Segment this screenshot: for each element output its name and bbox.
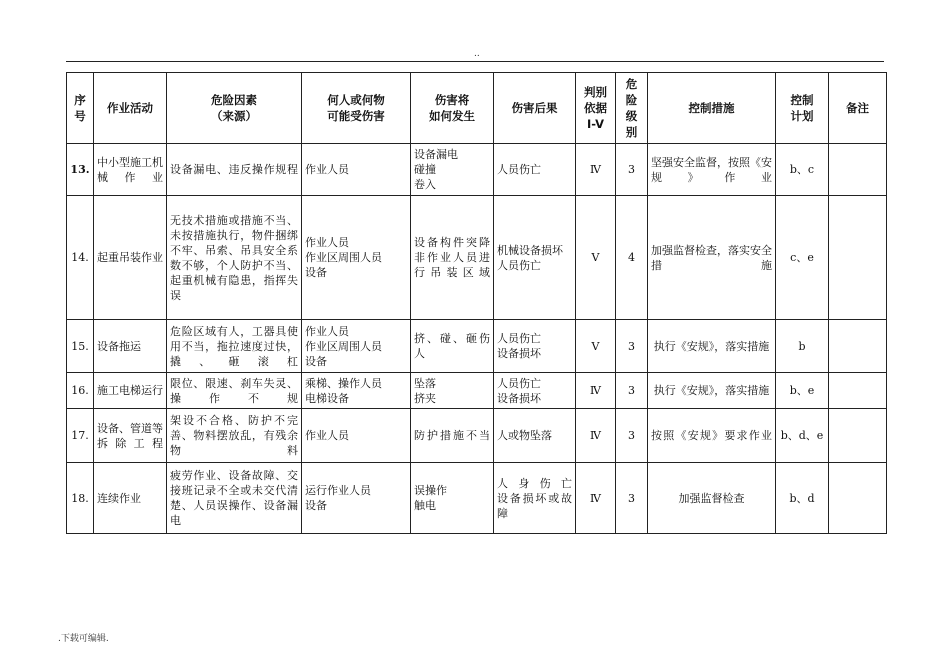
table-row [67,144,887,196]
hazard-cell: 无技术措施或措施不当、未按措施执行，物件捆绑不牢、吊索、吊具安全系数不够，个人防护不当、起重机械有隐患，指挥失误 [167,196,302,320]
col-header-basis: 判别 依据 I-V [576,73,616,144]
consequence-cell: 人员伤亡 设备损坏 [494,373,576,409]
row-number: 14. [67,196,94,320]
how-cell: 挤、碰、砸伤人 [411,320,494,373]
col-header-level: 危 险 级 别 [616,73,648,144]
row-number: 13. [67,144,94,196]
remark-cell [829,144,887,196]
col-header-hazard: 危险因素 （来源） [167,73,302,144]
plan-cell: b、c [776,144,829,196]
level-cell: 3 [616,373,648,409]
table-row [67,373,887,409]
consequence-cell: 人或物坠落 [494,409,576,463]
row-number: 18. [67,463,94,534]
row-number: 15. [67,320,94,373]
footer-note: .下载可编辑. [58,634,109,644]
activity-cell: 连续作业 [94,463,167,534]
basis-cell: Ⅴ [576,196,616,320]
plan-cell: b、e [776,373,829,409]
header-mark: .. [474,49,480,59]
how-cell: 设备构件突降 非作业人员进行吊装区域 [411,196,494,320]
control-cell: 按照《安规》要求作业 [648,409,776,463]
consequence-cell: 人员伤亡 设备损坏 [494,320,576,373]
activity-cell: 中小型施工机械作业 [94,144,167,196]
table-row [67,463,887,534]
basis-cell: Ⅳ [576,373,616,409]
victim-cell: 作业人员 作业区周围人员 设备 [302,196,411,320]
basis-cell: Ⅴ [576,320,616,373]
col-header-how: 伤害将 如何发生 [411,73,494,144]
control-cell: 执行《安规》，落实措施 [648,320,776,373]
col-header-remark: 备注 [829,73,887,144]
row-number: 16. [67,373,94,409]
table-row [67,320,887,373]
plan-cell: b、d [776,463,829,534]
remark-cell [829,373,887,409]
control-cell: 加强监督检查 [648,463,776,534]
victim-cell: 作业人员 作业区周围人员 设备 [302,320,411,373]
row-number: 17. [67,409,94,463]
col-header-victim: 何人或何物 可能受伤害 [302,73,411,144]
col-header-plan: 控制 计划 [776,73,829,144]
remark-cell [829,409,887,463]
control-cell: 执行《安规》，落实措施 [648,373,776,409]
level-cell: 4 [616,196,648,320]
level-cell: 3 [616,409,648,463]
victim-cell: 作业人员 [302,409,411,463]
victim-cell: 运行作业人员 设备 [302,463,411,534]
hazard-cell: 危险区域有人，工器具使用不当，拖拉速度过快，撬、砸滚杠 [167,320,302,373]
hazard-table [66,72,887,534]
control-cell: 坚强安全监督，按照《安规》作业 [648,144,776,196]
remark-cell [829,463,887,534]
remark-cell [829,320,887,373]
activity-cell: 起重吊装作业 [94,196,167,320]
table-row [67,409,887,463]
activity-cell: 施工电梯运行 [94,373,167,409]
remark-cell [829,196,887,320]
consequence-cell: 人身伤亡 设备损坏或故障 [494,463,576,534]
col-header-no: 序号 [67,73,94,144]
how-cell: 防护措施不当 [411,409,494,463]
consequence-cell: 机械设备损坏 人员伤亡 [494,196,576,320]
how-cell: 设备漏电 碰撞 卷入 [411,144,494,196]
hazard-cell: 限位、限速、刹车失灵、操作不规 [167,373,302,409]
control-cell: 加强监督检查，落实安全措施 [648,196,776,320]
level-cell: 3 [616,463,648,534]
victim-cell: 乘梯、操作人员 电梯设备 [302,373,411,409]
plan-cell: c、e [776,196,829,320]
basis-cell: Ⅳ [576,144,616,196]
hazard-cell: 疲劳作业、设备故障、交接班记录不全或未交代清楚、人员误操作、设备漏电 [167,463,302,534]
col-header-activity: 作业活动 [94,73,167,144]
plan-cell: b [776,320,829,373]
victim-cell: 作业人员 [302,144,411,196]
hazard-cell: 架设不合格、防护不完善、物料摆放乱，有残余物料 [167,409,302,463]
how-cell: 误操作 触电 [411,463,494,534]
plan-cell: b、d、e [776,409,829,463]
table-header-row [67,73,887,144]
table-row [67,196,887,320]
col-header-consequence: 伤害后果 [494,73,576,144]
activity-cell: 设备、管道等拆除工程 [94,409,167,463]
level-cell: 3 [616,144,648,196]
how-cell: 坠落 挤夹 [411,373,494,409]
activity-cell: 设备拖运 [94,320,167,373]
hazard-cell: 设备漏电、违反操作规程 [167,144,302,196]
level-cell: 3 [616,320,648,373]
basis-cell: Ⅳ [576,409,616,463]
basis-cell: Ⅳ [576,463,616,534]
consequence-cell: 人员伤亡 [494,144,576,196]
header-rule [66,61,884,62]
col-header-control: 控制措施 [648,73,776,144]
